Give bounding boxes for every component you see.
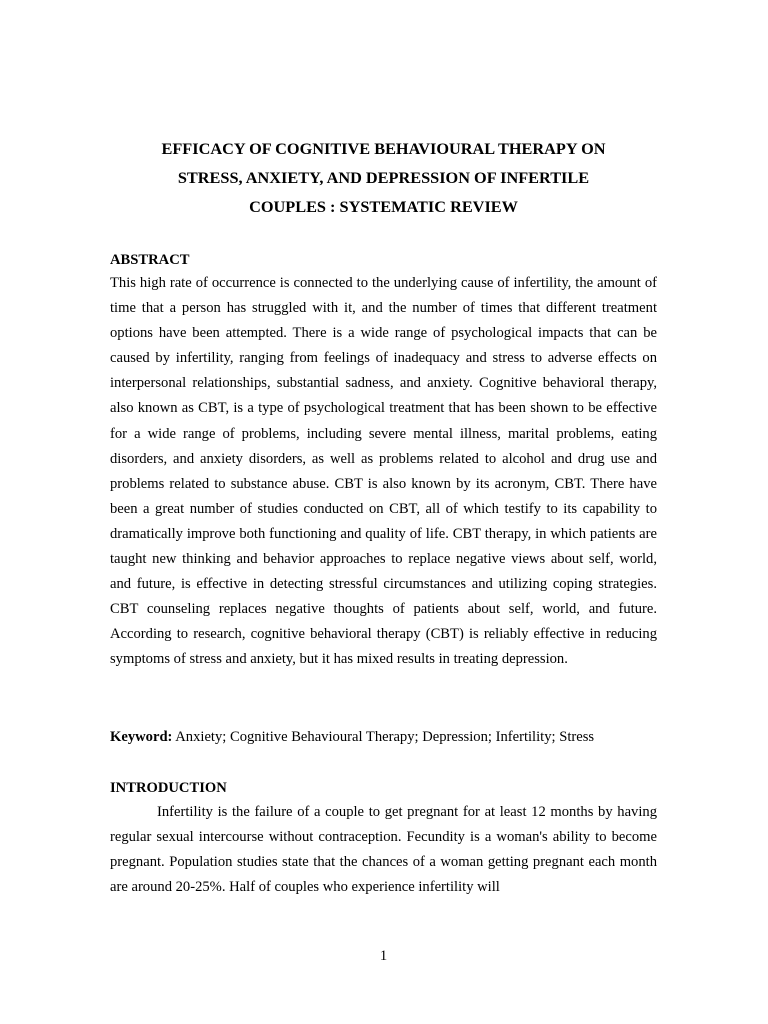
- keyword-text: Anxiety; Cognitive Behavioural Therapy; Depression; Infertility; Stress: [172, 729, 595, 745]
- title-line-3: COUPLES : SYSTEMATIC REVIEW: [249, 197, 518, 216]
- page-number: 1: [379, 948, 388, 964]
- title-line-2: STRESS, ANXIETY, AND DEPRESSION OF INFERTILE: [177, 168, 590, 187]
- abstract-heading: ABSTRACT: [110, 252, 190, 268]
- abstract-text: This high rate of occurrence is connected to the underlying cause of infertility, the amount of time that a person has struggled with it, and the number of times that different treatment options have been attempted. There is a wide range of psychological impacts that can be caused by infertility, ranging from feelings of inadequacy and stress to adverse effects on interpersonal relationships, substantial sadness, and anxiety. Cognitive behavioral therapy, also known as CBT, is a type of psychological treatment that has been shown to be effective for a wide range of problems, including severe mental illness, marital problems, eating disorders, and anxiety disorders, as well as problems related to alcohol and drug use and problems related to substance abuse. CBT is also known by its acronym, CBT. There have been a great number of studies conducted on CBT, all of which testify to its capability to dramatically improve both functioning and quality of life. CBT therapy, in which patients are taught new thinking and behavior approaches to replace negative views about self, world, and future, is effective in detecting stressful circumstances and utilizing coping strategies. CBT counseling replaces negative thoughts of patients about self, world, and future. According to research, cognitive behavioral therapy (CBT) is reliably effective in reducing symptoms of stress and anxiety, but it has mixed results in treating depression.: [110, 275, 657, 668]
- keyword-line: [110, 728, 657, 746]
- title-line-1: EFFICACY OF COGNITIVE BEHAVIOURAL THERAPY ON: [161, 139, 606, 158]
- keyword-label: Keyword:: [110, 729, 173, 745]
- introduction-text: Infertility is the failure of a couple to get pregnant for at least 12 months by having regular sexual intercourse without contraception. Fecundity is a woman's ability to become pregnant. Population studies state that the chances of a woman getting pregnant each month are around 20-25%. Half of couples who experience infertility will: [110, 804, 657, 896]
- paper-title: [110, 134, 657, 221]
- introduction-heading: INTRODUCTION: [110, 780, 227, 796]
- paper-page: [110, 0, 657, 1024]
